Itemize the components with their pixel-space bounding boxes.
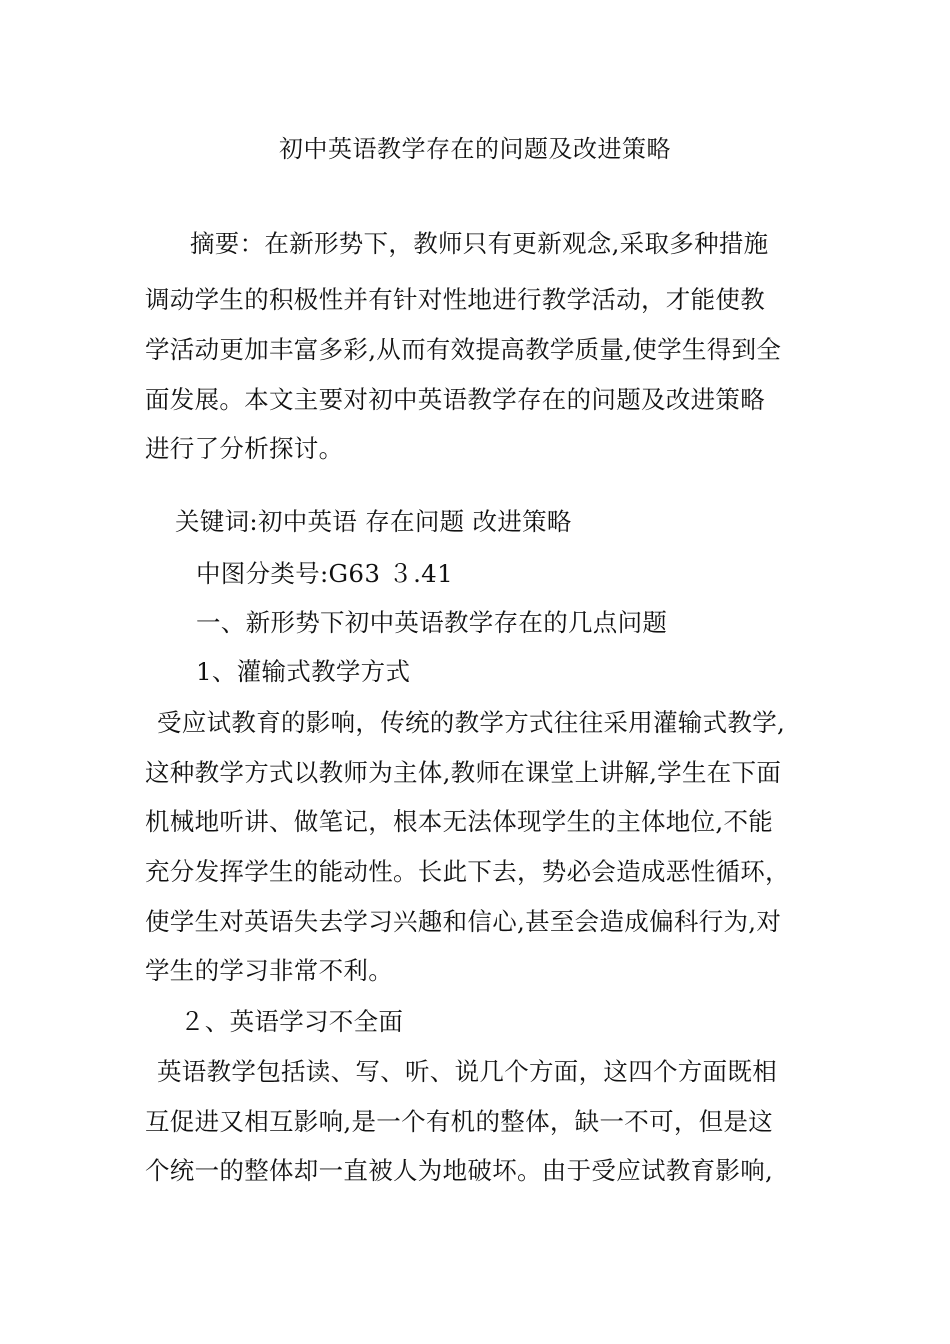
section-heading: 一、新形势下初中英语教学存在的几点问题 <box>196 608 668 637</box>
paragraph-line: 学生的学习非常不利。 <box>145 956 393 985</box>
paragraph-line: 英语教学包括读、写、听、说几个方面，这四个方面既相 <box>157 1057 777 1086</box>
abstract-line: 面发展。本文主要对初中英语教学存在的问题及改进策略 <box>145 385 765 414</box>
classification-line: 中图分类号:G63 ３.41 <box>196 559 453 588</box>
paragraph-line: 互促进又相互影响,是一个有机的整体，缺一不可，但是这 <box>145 1107 774 1136</box>
abstract-line: 调动学生的积极性并有针对性地进行教学活动，才能使教 <box>145 285 765 314</box>
paragraph-line: 个统一的整体却一直被人为地破坏。由于受应试教育影响, <box>145 1156 774 1185</box>
paragraph-line: 机械地听讲、做笔记，根本无法体现学生的主体地位,不能 <box>145 807 774 836</box>
subsection-heading: ２、英语学习不全面 <box>180 1007 404 1036</box>
paragraph-line: 这种教学方式以教师为主体,教师在课堂上讲解,学生在下面 <box>145 758 782 787</box>
abstract-line: 进行了分析探讨。 <box>145 434 344 463</box>
subsection-heading: 1、灌输式教学方式 <box>196 657 411 686</box>
paragraph-line: 使学生对英语失去学习兴趣和信心,甚至会造成偏科行为,对 <box>145 907 782 936</box>
abstract-line: 学活动更加丰富多彩,从而有效提高教学质量,使学生得到全 <box>145 335 782 364</box>
paragraph-line: 受应试教育的影响，传统的教学方式往往采用灌输式教学, <box>157 708 786 737</box>
document-title: 初中英语教学存在的问题及改进策略 <box>279 135 671 163</box>
paragraph-line: 充分发挥学生的能动性。长此下去，势必会造成恶性循环， <box>145 857 790 886</box>
abstract-line: 摘要：在新形势下，教师只有更新观念,采取多种措施 <box>190 229 769 258</box>
keywords-line: 关键词:初中英语 存在问题 改进策略 <box>175 507 572 536</box>
